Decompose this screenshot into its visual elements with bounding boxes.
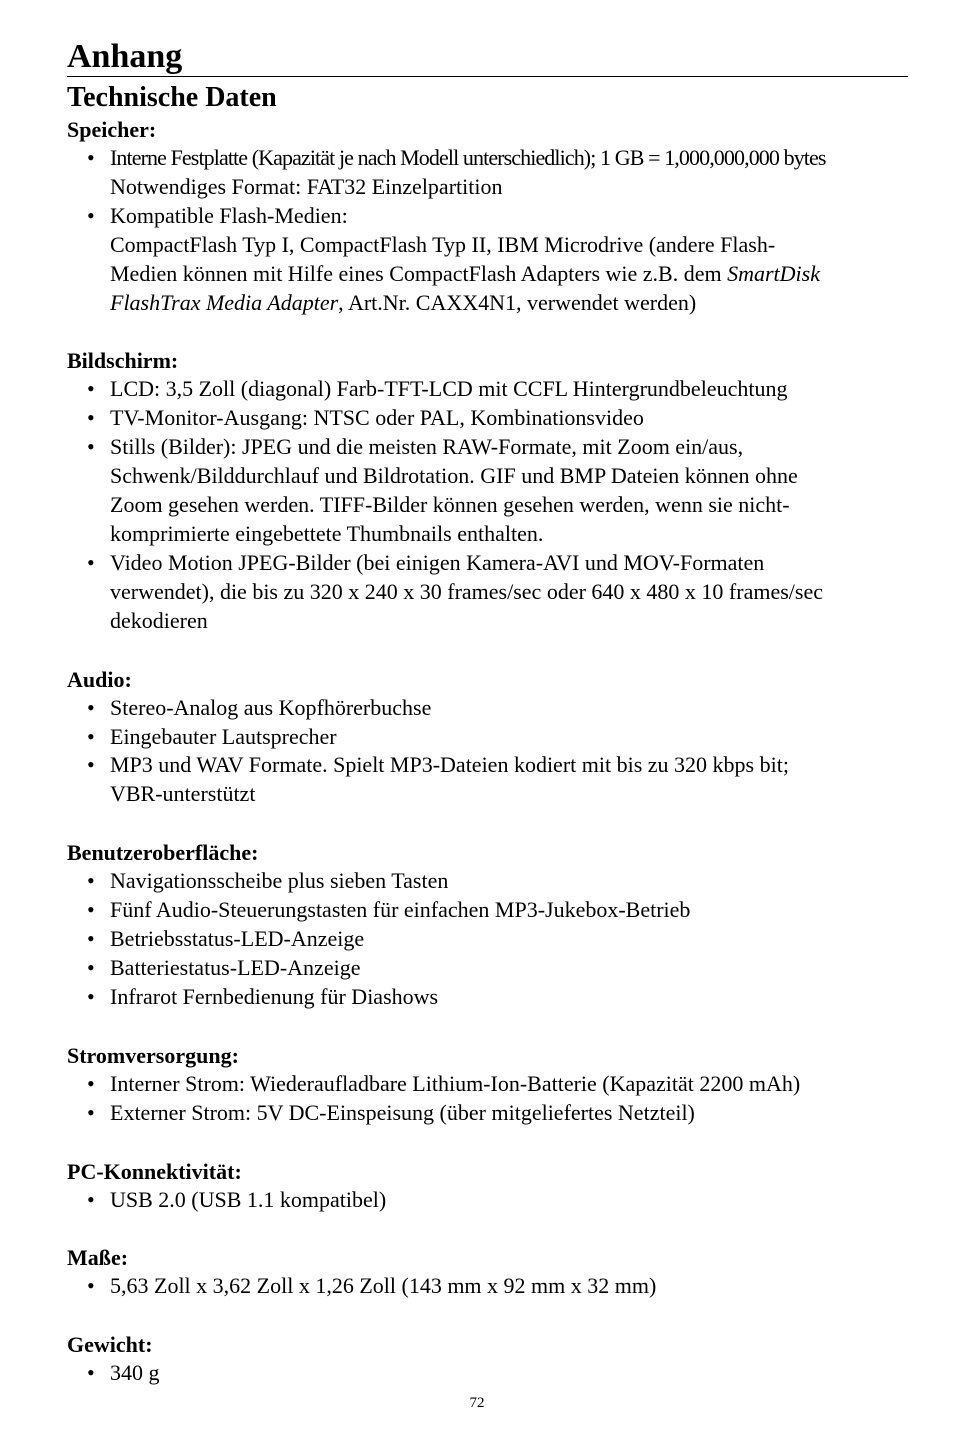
spec-text: komprimierte eingebettete Thumbnails enthalten.: [110, 520, 544, 546]
bullet-icon: •: [87, 1099, 95, 1125]
spec-text: VBR-unterstützt: [110, 781, 256, 807]
bullet-icon: •: [87, 694, 95, 720]
bullet-icon: •: [87, 145, 95, 170]
spec-list-item: [67, 925, 908, 954]
spec-text-italic: SmartDisk: [727, 260, 820, 286]
spec-text: Medien können mit Hilfe eines CompactFlash Adapters wie z.B. dem: [110, 260, 728, 286]
spec-line: [110, 375, 908, 404]
spec-list-item: [67, 694, 908, 723]
spec-line: [110, 202, 908, 231]
spec-text: Interne Festplatte (Kapazität je nach Modell unterschiedlich); 1 GB = 1,000,000,000 bytes: [110, 145, 826, 170]
spec-text: USB 2.0 (USB 1.1 kompatibel): [110, 1186, 387, 1212]
spec-group-title: Speicher:: [67, 117, 157, 142]
spec-text-italic: FlashTrax Media Adapter: [110, 289, 339, 315]
spec-line: [110, 694, 908, 723]
spec-line: [110, 144, 908, 173]
bullet-icon: •: [87, 897, 95, 923]
spec-text: Stereo-Analog aus Kopfhörerbuchse: [110, 694, 432, 720]
spec-text: Eingebauter Lautsprecher: [110, 723, 337, 749]
spec-group-title: Bildschirm:: [67, 348, 179, 374]
spec-text: Betriebsstatus-LED-Anzeige: [110, 926, 365, 952]
spec-line: [110, 954, 908, 983]
spec-list-item: [67, 954, 908, 983]
spec-group: [67, 346, 908, 635]
chapter-title: Anhang: [67, 38, 908, 77]
spec-line: [110, 751, 908, 780]
spec-text: Notwendiges Format: FAT32 Einzelpartition: [110, 173, 503, 199]
spec-list: [67, 694, 908, 810]
spec-text: MP3 und WAV Formate. Spielt MP3-Dateien kodiert mit bis zu 320 kbps bit;: [110, 752, 789, 778]
spec-list-item: [67, 867, 908, 896]
spec-line: [110, 983, 908, 1012]
bullet-icon: •: [87, 926, 95, 952]
spec-group: [67, 115, 908, 317]
bullet-icon: •: [87, 983, 95, 1009]
spec-list-item: [67, 433, 908, 549]
spec-line: [110, 462, 908, 491]
spec-group: [67, 1157, 908, 1215]
bullet-icon: •: [87, 954, 95, 980]
page-number: 72: [469, 1395, 485, 1411]
bullet-icon: •: [87, 405, 95, 431]
spec-list: [67, 1272, 908, 1301]
bullet-icon: •: [87, 868, 95, 894]
spec-line: [110, 260, 908, 289]
spec-group-title: PC-Konnektivität:: [67, 1158, 242, 1184]
bullet-icon: •: [87, 1360, 95, 1386]
spec-list-item: [67, 404, 908, 433]
section-title: Technische Daten: [67, 82, 277, 113]
spec-text: Batteriestatus-LED-Anzeige: [110, 954, 361, 980]
spec-line: [110, 520, 908, 549]
spec-line: [110, 607, 908, 636]
spec-line: [110, 1359, 908, 1388]
spec-line: [110, 1070, 908, 1099]
spec-text: Schwenk/Bilddurchlauf und Bildrotation. GIF und BMP Dateien können ohne: [110, 463, 798, 489]
spec-list-item: [67, 549, 908, 636]
spec-text: TV-Monitor-Ausgang: NTSC oder PAL, Kombinationsvideo: [110, 405, 644, 431]
spec-list-item: [67, 983, 908, 1012]
spec-list-item: [67, 144, 908, 202]
spec-list-item: [67, 1070, 908, 1099]
spec-list: [67, 1070, 908, 1128]
spec-list: [67, 1186, 908, 1215]
spec-text: Infrarot Fernbedienung für Diashows: [110, 983, 439, 1009]
spec-text: LCD: 3,5 Zoll (diagonal) Farb-TFT-LCD mit CCFL Hintergrundbeleuchtung: [110, 376, 788, 402]
spec-line: [110, 1186, 908, 1215]
spec-line: [110, 867, 908, 896]
bullet-icon: •: [87, 752, 95, 778]
spec-line: [110, 723, 908, 752]
spec-list-item: [67, 1186, 908, 1215]
spec-line: [110, 491, 908, 520]
spec-group-title: Audio:: [67, 666, 132, 692]
spec-text: Externer Strom: 5V DC-Einspeisung (über mitgeliefertes Netzteil): [110, 1099, 695, 1125]
spec-text: Video Motion JPEG-Bilder (bei einigen Kamera-AVI und MOV-Formaten: [110, 549, 765, 575]
spec-group: [67, 1243, 908, 1301]
spec-text: verwendet), die bis zu 320 x 240 x 30 frames/sec oder 640 x 480 x 10 frames/sec: [110, 578, 823, 604]
spec-line: [110, 289, 908, 318]
spec-list: [67, 1359, 908, 1388]
spec-group: [67, 1041, 908, 1128]
spec-text: CompactFlash Typ I, CompactFlash Typ II, IBM Microdrive (andere Flash-: [110, 231, 776, 257]
spec-list-item: [67, 723, 908, 752]
spec-list-item: [67, 1099, 908, 1128]
spec-line: [110, 433, 908, 462]
spec-text: Interner Strom: Wiederaufladbare Lithium-Ion-Batterie (Kapazität 2200 mAh): [110, 1070, 801, 1096]
spec-line: [110, 549, 908, 578]
spec-group-title: Maße:: [67, 1245, 129, 1271]
spec-line: [110, 404, 908, 433]
spec-text: , Art.Nr. CAXX4N1, verwendet werden): [338, 289, 697, 315]
spec-line: [110, 896, 908, 925]
spec-list: [67, 375, 908, 635]
spec-group-title: Stromversorgung:: [67, 1042, 239, 1068]
bullet-icon: •: [87, 1070, 95, 1096]
spec-line: [110, 173, 908, 202]
bullet-icon: •: [87, 1186, 95, 1212]
document-page: [67, 38, 908, 1417]
spec-text: Fünf Audio-Steuerungstasten für einfachen MP3-Jukebox-Betrieb: [110, 897, 691, 923]
spec-text: Kompatible Flash-Medien:: [110, 202, 348, 228]
spec-line: [110, 231, 908, 260]
spec-text: 340 g: [110, 1360, 160, 1386]
spec-text: Zoom gesehen werden. TIFF-Bilder können gesehen werden, wenn sie nicht-: [110, 492, 790, 518]
spec-group: [67, 1330, 908, 1388]
spec-line: [110, 1099, 908, 1128]
spec-text: 5,63 Zoll x 3,62 Zoll x 1,26 Zoll (143 mm x 92 mm x 32 mm): [110, 1273, 657, 1299]
bullet-icon: •: [87, 549, 95, 575]
spec-line: [110, 780, 908, 809]
spec-text: dekodieren: [110, 607, 208, 633]
spec-list-item: [67, 1359, 908, 1388]
spec-line: [110, 578, 908, 607]
spec-list: [67, 867, 908, 1012]
spec-text: Stills (Bilder): JPEG und die meisten RAW-Formate, mit Zoom ein/aus,: [110, 434, 744, 460]
spec-text: Navigationsscheibe plus sieben Tasten: [110, 868, 449, 894]
bullet-icon: •: [87, 1273, 95, 1299]
spec-line: [110, 1272, 908, 1301]
bullet-icon: •: [87, 723, 95, 749]
spec-group-title: Benutzeroberfläche:: [67, 840, 259, 866]
spec-line: [110, 925, 908, 954]
bullet-icon: •: [87, 376, 95, 402]
spec-group-title: Gewicht:: [67, 1332, 153, 1358]
spec-list-item: [67, 1272, 908, 1301]
spec-list-item: [67, 375, 908, 404]
spec-group: [67, 838, 908, 1012]
spec-list-item: [67, 202, 908, 318]
spec-list-item: [67, 896, 908, 925]
spec-group: [67, 665, 908, 810]
bullet-icon: •: [87, 434, 95, 460]
spec-list-item: [67, 751, 908, 809]
spec-list: [67, 144, 908, 317]
spec-groups: [67, 115, 908, 1388]
bullet-icon: •: [87, 202, 95, 228]
